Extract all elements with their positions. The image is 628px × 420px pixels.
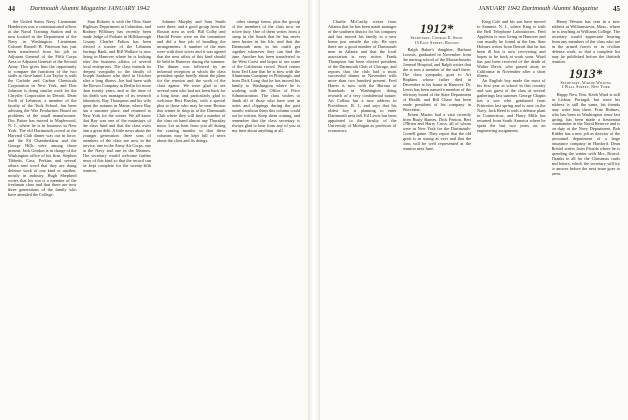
body-text: Happy New Year. Keith Ward is still in Lisbon, Portugal, but since his address is still the same, his friends may write him there. Fritz Holmes, who has been in Washington since last spring, has been made a lieutenant commander in the Naval Reserve and is on duty at the Navy Department. Bob Kidder has a new job as director of the personnel department of a large insurance company in Hartford. Dean Bristol writes from Florida where he is spending the winter with Mrs. Bristol. Thanks to all for the Christmas cards and letters, which the secretary will try to answer before the next issue goes to press. [551, 91, 620, 177]
left-column-2 [83, 20, 152, 416]
page-gutter [308, 0, 320, 420]
left-column-3 [157, 20, 226, 416]
right-running-head [328, 5, 620, 17]
class-heading-1912 [403, 22, 472, 45]
body-text: King Cole and his son have moved to Summit, N. J., where King is with the Bell Telephone Laboratories. Fred Appleton is now living in Hanover and can usually be found at the Inn. Stan Holmes writes from Detroit that he has been ill but is now recovering and hopes to be back at work soon. Word has just been received of the death of Walter Davis, who passed away in California in November after a short illness. [477, 20, 546, 79]
body-text: the United States Navy. Lieutenant Henderson was a commissioned officer at the Naval Training Station and is now located in the Department of the Navy in Washington. Lieutenant Colonel Russell R. Paterson has just been transferred from his job as Adjutant General of the Fifth Corps Area to Adjutant General of the Second Army. This gives him the opportunity to compare the functions of the two staffs at close hand. Lou Taylor is with the Carbide and Carbon Chemicals Corporation in New York, and Don Johnson is doing similar work for the Chrysler Corporation in Detroit. Dean Swift of Lebanon, a member of the faculty of the Tuck School, has been advising the War Production Board on problems of the small manufacturer. Doc Pattee has moved to Maplewood, N. J., where he is in business in New York. The old Dartmouth crowd at the Harvard Club dinner was out in force, and the Ed Chamberlains and the George Hills were among those present. Jack Gordon is in charge of the Washington office of his firm. Stephen Tibbetts, Cass, Perkins and several others sent word that they are doing defense work of one kind or another, mostly in industry. Hugh Shepherd writes that his son is a member of the freshman class and that there are now three generations of the family who have attended the College. [8, 20, 77, 198]
class-year: 1913* [569, 65, 603, 81]
left-column-4 [232, 20, 301, 416]
left-page-number: 44 [8, 5, 15, 13]
right-column-4 [552, 20, 621, 416]
body-text: Johnnie Murphy and Sam Smith were there, and a good group from the Boston area as well. Bill Colby and Harold Foster were on the committee and did a fine job of handling the arrangements. A number of the men were with their wives and it was agreed that the next affair of this kind should be held in Hanover during the summer. The dinner was followed by an informal reception at which the class president spoke briefly about the plans for the reunion and the work of the class agents. We were glad to see several men who had not been back for a long time, and particularly glad to welcome Bert Barclay, with a special plea to those who may be near Boston this winter to drop in at the Dartmouth Club where they will find a number of the class on hand almost any Thursday noon. Let us hear from you all during the coming months so that these columns may be kept full of news about the class and its doings. [157, 20, 226, 143]
right-page-number: 45 [613, 5, 620, 13]
body-text: Charlie McCarthy writes from Atlanta that he has been made manager of the southern district for his company and has moved his family to a new home just outside the city. He says there are a good number of Dartmouth men in Atlanta and that the local association is very active. Frank Thompson has been elected president of the Dartmouth Club of Chicago, and reports that the club had a most successful dinner in November with more than two hundred present. Fred Harris is now with the Bureau of Standards in Washington doing research of a very confidential nature. Art Collins has a new address in Providence, R. I., and says that his oldest boy is planning to enter Dartmouth next fall. Ed Lewis has been appointed to the faculty of the University of Michigan as professor of economics. [328, 20, 397, 133]
left-running-title: Dartmouth Alumni Magazine JANUARY 1942 [30, 5, 150, 12]
body-text: Henry Weston has sent in a new address at Williamstown, Mass., where he is teaching at Williams College. The secretary would appreciate hearing from any members of the class who are in the armed forces or in civilian defense work, so that a complete list may be published before the thirtieth reunion. [551, 20, 620, 64]
class-secretary: Secretary, Warde Wilkins 1 Wall Street, New York [560, 80, 611, 90]
right-page [320, 0, 628, 420]
body-text: Ernest Martin had a visit recently from Rusty Barnes, Dick Fenton, Bert O'Brien and Harry Cross, all of whom were in New York for the Dartmouth-Cornell game. They report that the old spirit is as strong as ever and that the class will be well represented at the reunion next June. [402, 111, 471, 152]
left-running-head [8, 5, 300, 17]
left-page [0, 0, 308, 420]
class-secretary: Secretary, Conrad E. Snow 15 East Street, Boston [410, 36, 463, 45]
body-text: Sam Roberts is with the Ohio State Highway Department at Columbus, and Rodney Pillsbury has recently been made Judge of Probate in Hillsborough County. Charles Fulton has been elected a trustee of the Lebanon Savings Bank, and Bill Wallace is now living in Hanover where he is looking after the business affairs of several local enterprises. The class extends its deepest sympathy to the family of Joseph Sanborn who died in October after a long illness. Joe had been with the Brown Company in Berlin for more than twenty years, and at the time of his death was manager of its research laboratory. Ray Thompson and his wife spent the autumn in Maine, where Ray has a summer place, and returned to New York for the winter. We all know that Ray was one of the mainstays of the class fund and that the class owes him a great debt. A little news about the younger generation: three sons of members of the class are now in the service, one in the Army Air Corps, one in the Navy and one in the Marines. The secretary would welcome further news of this kind so that the record can be kept complete for the twenty-fifth reunion. [82, 20, 151, 173]
class-year: 1912* [420, 21, 454, 36]
body-text: An English boy made the most of his first year at school in this country and was guest of the class at several gatherings last summer. George Chapin has a son who graduated from Princeton last spring and is now in the Navy. Jack Reed is with a defense plant in Connecticut, and Harry Mills has returned from South America where he spent the last two years on an engineering assignment. [477, 78, 546, 133]
right-column-1 [328, 20, 397, 416]
body-text: other strange items, plus the gossip of the members of the class now on active duty. One of them writes from a camp in the South that he has never been busier in his life, and that the Dartmouth men in his outfit get together whenever they can find the time. Another has been transferred to the West Coast and hopes to see some of the California crowd. Word comes from Ted Lane that he is now with the Aluminum Company in Pittsburgh, and from Dick Long that he has moved his family to Washington where he is working with the Office of Price Administration. The class wishes to thank all of those who have sent in notes and clippings during the past month; without them this column could not be written. Keep them coming, and remember that the class secretary is always glad to hear from any of you at any time about anything at all. [231, 20, 300, 133]
left-columns [8, 20, 300, 416]
left-column-1 [8, 20, 77, 416]
right-column-2 [403, 20, 472, 416]
right-column-3 [477, 20, 546, 416]
right-columns [328, 20, 620, 416]
body-text: Ralph Baker's daughter, Barbara Loomis, graduated in November from the nursing school of the Massachusetts General Hospital, and Ralph writes that she is now a member of the staff there. The class sympathy goes to Art Hopkins whose father died in December at his home in Hanover. Dr. Lewis has been named a member of the advisory board of the State Department of Health, and Bill Chase has been made president of his company in Worcester. [402, 47, 471, 112]
class-heading-1913 [552, 67, 621, 90]
right-running-title: JANUARY 1942 Dartmouth Alumni Magazine [478, 5, 598, 12]
